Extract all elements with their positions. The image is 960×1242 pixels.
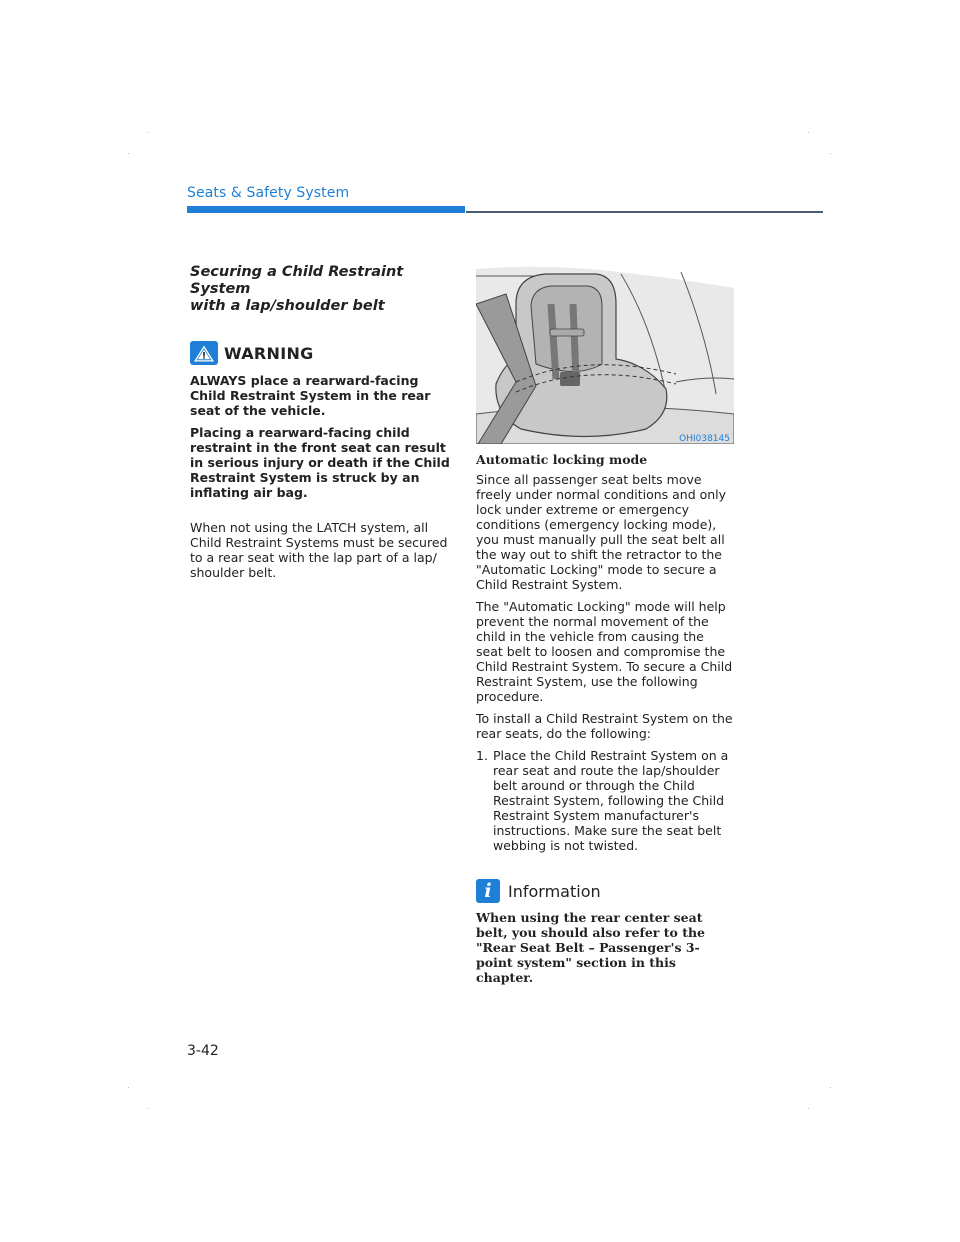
- page-number: 3-42: [187, 1043, 219, 1059]
- body-paragraph: Since all passenger seat belts move freely under normal conditions and only lock under extreme or emergency conditions (emergency locking mode), you must manually pull the seat belt all the way out to shift the retractor to the "Automatic Locking" mode to secure a Child Restraint System.: [476, 472, 727, 592]
- header-rule: [466, 211, 823, 213]
- right-column: [476, 264, 734, 985]
- child-seat-drawing: [476, 264, 734, 444]
- body-paragraph: When not using the LATCH system, all Child Restraint Systems must be secured to a rear seat with the lap part of a lap/ shoulder belt.: [190, 520, 448, 580]
- left-column: [190, 264, 452, 587]
- section-heading: Securing a Child Restraint System with a lap/shoulder belt: [190, 264, 404, 314]
- information-header: [476, 879, 734, 903]
- body-paragraph: To install a Child Restraint System on the rear seats, do the following:: [476, 711, 733, 741]
- list-text: Place the Child Restraint System on a rear seat and route the lap/shoulder belt around or through the Child Restraint System, following the Child Restraint System manufacturer's instructions. Make sure the seat belt webbing is not twisted.: [493, 748, 729, 853]
- crop-mark: [808, 1108, 809, 1109]
- crop-mark: [148, 132, 149, 133]
- list-item: [476, 748, 734, 853]
- information-label: Information: [508, 881, 601, 901]
- child-seat-illustration: [476, 264, 734, 444]
- figure-code: OHI038145: [679, 434, 730, 444]
- figure-caption: Automatic locking mode: [476, 452, 648, 467]
- warning-label: WARNING: [224, 343, 314, 363]
- warning-header: [190, 341, 452, 365]
- crop-mark: [148, 1108, 149, 1109]
- crop-mark: [830, 153, 831, 154]
- warning-text: Placing a rearward-facing child restraint in the front seat can result in serious injury or death if the Child Restraint System is struck by an inflating air bag.: [190, 425, 450, 500]
- crop-mark: [808, 132, 809, 133]
- header-rule-accent: [187, 206, 465, 213]
- warning-triangle-icon: [190, 341, 218, 365]
- running-header: Seats & Safety System: [187, 185, 350, 201]
- body-paragraph: The "Automatic Locking" mode will help prevent the normal movement of the child in the vehicle from causing the seat belt to loosen and compromise the Child Restraint System. To secure a Child Restraint System, use the following procedure.: [476, 599, 733, 704]
- crop-mark: [128, 1087, 129, 1088]
- warning-text: ALWAYS place a rearward-facing Child Restraint System in the rear seat of the vehicle.: [190, 373, 431, 418]
- crop-mark: [830, 1087, 831, 1088]
- list-number: 1.: [476, 748, 488, 763]
- information-text: When using the rear center seat belt, you should also refer to the "Rear Seat Belt – Passenger's 3-point system" section in this chapter.: [476, 910, 706, 985]
- information-icon: i: [476, 879, 500, 903]
- crop-mark: [128, 153, 129, 154]
